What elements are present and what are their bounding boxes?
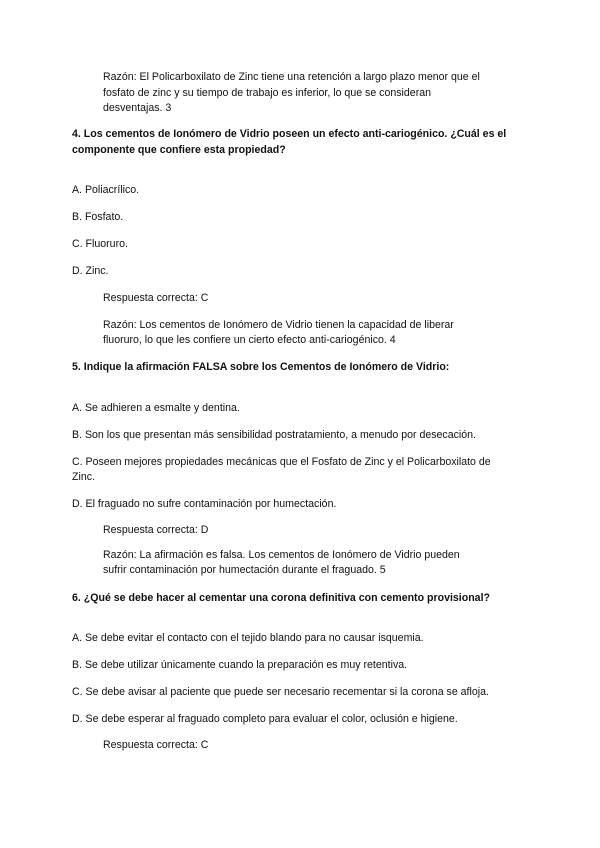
option-b: B. Son los que presentan más sensibilidad postratamiento, a menudo por desecación. [72, 429, 476, 441]
question-heading: componente que confiere esta propiedad? [72, 144, 286, 156]
option-a: A. Se debe evitar el contacto con el tejido blando para no causar isquemia. [72, 632, 424, 644]
reason-line: desventajas. 3 [103, 102, 172, 114]
option-d: D. Se debe esperar al fraguado completo para evaluar el color, oclusión e higiene. [72, 713, 458, 725]
reason-line: Razón: Los cementos de Ionómero de Vidrio tienen la capacidad de liberar [103, 319, 454, 331]
correct-answer: Respuesta correcta: C [103, 292, 209, 304]
correct-answer: Respuesta correcta: C [103, 739, 209, 751]
option-d: D. El fraguado no sufre contaminación por humectación. [72, 498, 337, 510]
option-a: A. Se adhieren a esmalte y dentina. [72, 402, 240, 414]
option-a: A. Poliacrílico. [72, 184, 140, 196]
question-heading: 4. Los cementos de Ionómero de Vidrio poseen un efecto anti-cariogénico. ¿Cuál es el [72, 128, 507, 140]
option-b: B. Fosfato. [72, 211, 124, 223]
question-heading: 5. Indique la afirmación FALSA sobre los Cementos de Ionómero de Vidrio: [72, 361, 450, 373]
option-c: C. Se debe avisar al paciente que puede ser necesario recementar si la corona se afloja. [72, 686, 489, 698]
option-d: D. Zinc. [72, 265, 109, 277]
option-b: B. Se debe utilizar únicamente cuando la preparación es muy retentiva. [72, 659, 408, 671]
option-c: C. Fluoruro. [72, 238, 128, 250]
reason-line: fosfato de zinc y su tiempo de trabajo es inferior, lo que se consideran [103, 87, 432, 99]
reason-line: Razón: La afirmación es falsa. Los cementos de Ionómero de Vidrio pueden [103, 549, 460, 561]
option-c: C. Poseen mejores propiedades mecánicas que el Fosfato de Zinc y el Policarboxilato de [72, 456, 491, 468]
reason-line: Razón: El Policarboxilato de Zinc tiene una retención a largo plazo menor que el [103, 71, 480, 83]
reason-line: fluoruro, lo que les confiere un cierto efecto anti-cariogénico. 4 [103, 334, 396, 346]
reason-line: sufrir contaminación por humectación durante el fraguado. 5 [103, 564, 386, 576]
option-c-continuation: Zinc. [72, 471, 95, 483]
question-heading: 6. ¿Qué se debe hacer al cementar una corona definitiva con cemento provisional? [72, 592, 490, 604]
correct-answer: Respuesta correcta: D [103, 524, 209, 536]
